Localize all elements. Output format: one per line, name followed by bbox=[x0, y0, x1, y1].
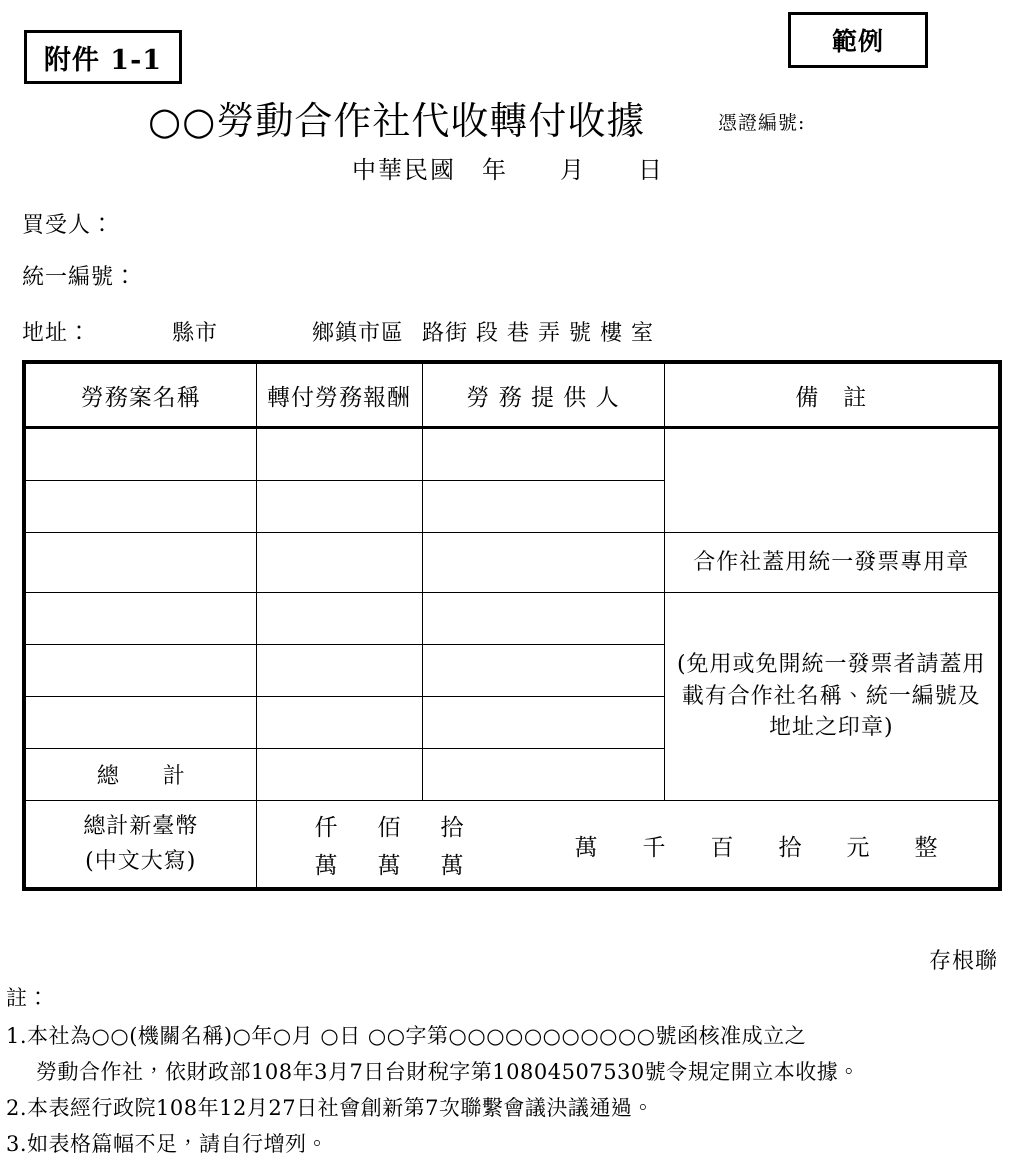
footnote-text: 本表經行政院108年12月27日社會創新第7次聯繫會議決議通過。 bbox=[27, 1096, 654, 1121]
footnote-text: 如表格篇幅不足，請自行增列。 bbox=[27, 1132, 329, 1157]
grand-total-label-line-1: 總計新臺幣 bbox=[83, 813, 199, 839]
total-amount[interactable] bbox=[256, 749, 422, 801]
remark-stamp-text: 合作社蓋用統一發票專用章 bbox=[664, 533, 1000, 593]
footnote-number: 1. bbox=[6, 1024, 28, 1049]
remark-blank-top[interactable] bbox=[664, 428, 1000, 533]
cell-provider[interactable] bbox=[422, 533, 664, 593]
cell-provider[interactable] bbox=[422, 593, 664, 645]
footnote-item bbox=[6, 1126, 1014, 1162]
remark-note-line-2: 載有合作社名稱、統一編號及 bbox=[681, 683, 981, 709]
remark-note-line-1: (免用或免開統一發票者請蓋用 bbox=[676, 651, 986, 677]
remark-note-line-3: 地址之印章) bbox=[768, 715, 894, 741]
cell-service-name[interactable] bbox=[24, 533, 256, 593]
cell-service-name[interactable] bbox=[24, 593, 256, 645]
buyer-address-row bbox=[22, 316, 654, 347]
column-header-remarks: 備 註 bbox=[664, 362, 1000, 428]
cell-amount[interactable] bbox=[256, 428, 422, 481]
cell-service-name[interactable] bbox=[24, 697, 256, 749]
total-provider[interactable] bbox=[422, 749, 664, 801]
grand-total-label-line-2: (中文大寫) bbox=[85, 849, 197, 874]
footnote-item bbox=[6, 1090, 1014, 1126]
receipt-table bbox=[22, 360, 1002, 891]
footnote-item bbox=[6, 1018, 1014, 1054]
table-row[interactable] bbox=[24, 533, 1000, 593]
cell-provider[interactable] bbox=[422, 645, 664, 697]
sample-stamp-box: 範例 bbox=[788, 12, 928, 68]
denomination-lower-row: 萬萬萬 bbox=[314, 853, 504, 879]
footnote-number: 3. bbox=[6, 1132, 28, 1157]
cell-amount[interactable] bbox=[256, 645, 422, 697]
address-label: 地址： bbox=[22, 321, 92, 346]
voucher-number-label: 憑證編號: bbox=[718, 112, 806, 134]
denomination-right-row: 萬千百拾元整 bbox=[574, 835, 983, 861]
remark-exemption-note bbox=[664, 593, 1000, 801]
buyer-tax-id-label: 統一編號： bbox=[22, 265, 138, 290]
cell-service-name[interactable] bbox=[24, 428, 256, 481]
footnote-continuation: 勞動合作社，依財政部108年3月7日台財稅字第10804507530號令規定開立本收據。 bbox=[36, 1060, 860, 1085]
attachment-number-box: 附件 1-1 bbox=[24, 30, 182, 84]
footnotes-heading: 註： bbox=[6, 986, 49, 1010]
table-header-row bbox=[24, 362, 1000, 428]
column-header-service-name: 勞務案名稱 bbox=[24, 362, 256, 428]
buyer-name-label: 買受人： bbox=[22, 213, 115, 238]
column-header-provider: 勞 務 提 供 人 bbox=[422, 362, 664, 428]
grand-total-denominations[interactable] bbox=[256, 801, 1000, 890]
grand-total-label bbox=[24, 801, 256, 890]
footnote-number: 2. bbox=[6, 1096, 28, 1121]
total-label: 總 計 bbox=[24, 749, 256, 801]
table-row[interactable] bbox=[24, 593, 1000, 645]
cell-service-name[interactable] bbox=[24, 481, 256, 533]
footnote-text: 本社為○○(機關名稱)○年○月 ○日 ○○字第○○○○○○○○○○○號函核准成立之 bbox=[27, 1024, 807, 1049]
cell-amount[interactable] bbox=[256, 593, 422, 645]
denomination-grid bbox=[257, 801, 999, 887]
page-title: ○○勞動合作社代收轉付收據 bbox=[148, 99, 646, 143]
footnotes-section bbox=[6, 980, 1014, 1163]
table-row[interactable] bbox=[24, 428, 1000, 481]
cell-provider[interactable] bbox=[422, 428, 664, 481]
cell-amount[interactable] bbox=[256, 481, 422, 533]
grand-total-row[interactable] bbox=[24, 801, 1000, 890]
document-date-line: 中華民國 年 月 日 bbox=[352, 156, 664, 184]
cell-provider[interactable] bbox=[422, 697, 664, 749]
cell-service-name[interactable] bbox=[24, 645, 256, 697]
address-county: 縣市 bbox=[172, 321, 219, 346]
cell-provider[interactable] bbox=[422, 481, 664, 533]
cell-amount[interactable] bbox=[256, 697, 422, 749]
denomination-upper-row: 仟佰拾 bbox=[314, 815, 504, 841]
cell-amount[interactable] bbox=[256, 533, 422, 593]
column-header-amount: 轉付勞務報酬 bbox=[256, 362, 422, 428]
copy-type-label: 存根聯 bbox=[928, 949, 998, 974]
address-town: 鄉鎮市區 bbox=[312, 321, 405, 346]
address-rest: 路街 段 巷 弄 號 樓 室 bbox=[422, 321, 654, 346]
